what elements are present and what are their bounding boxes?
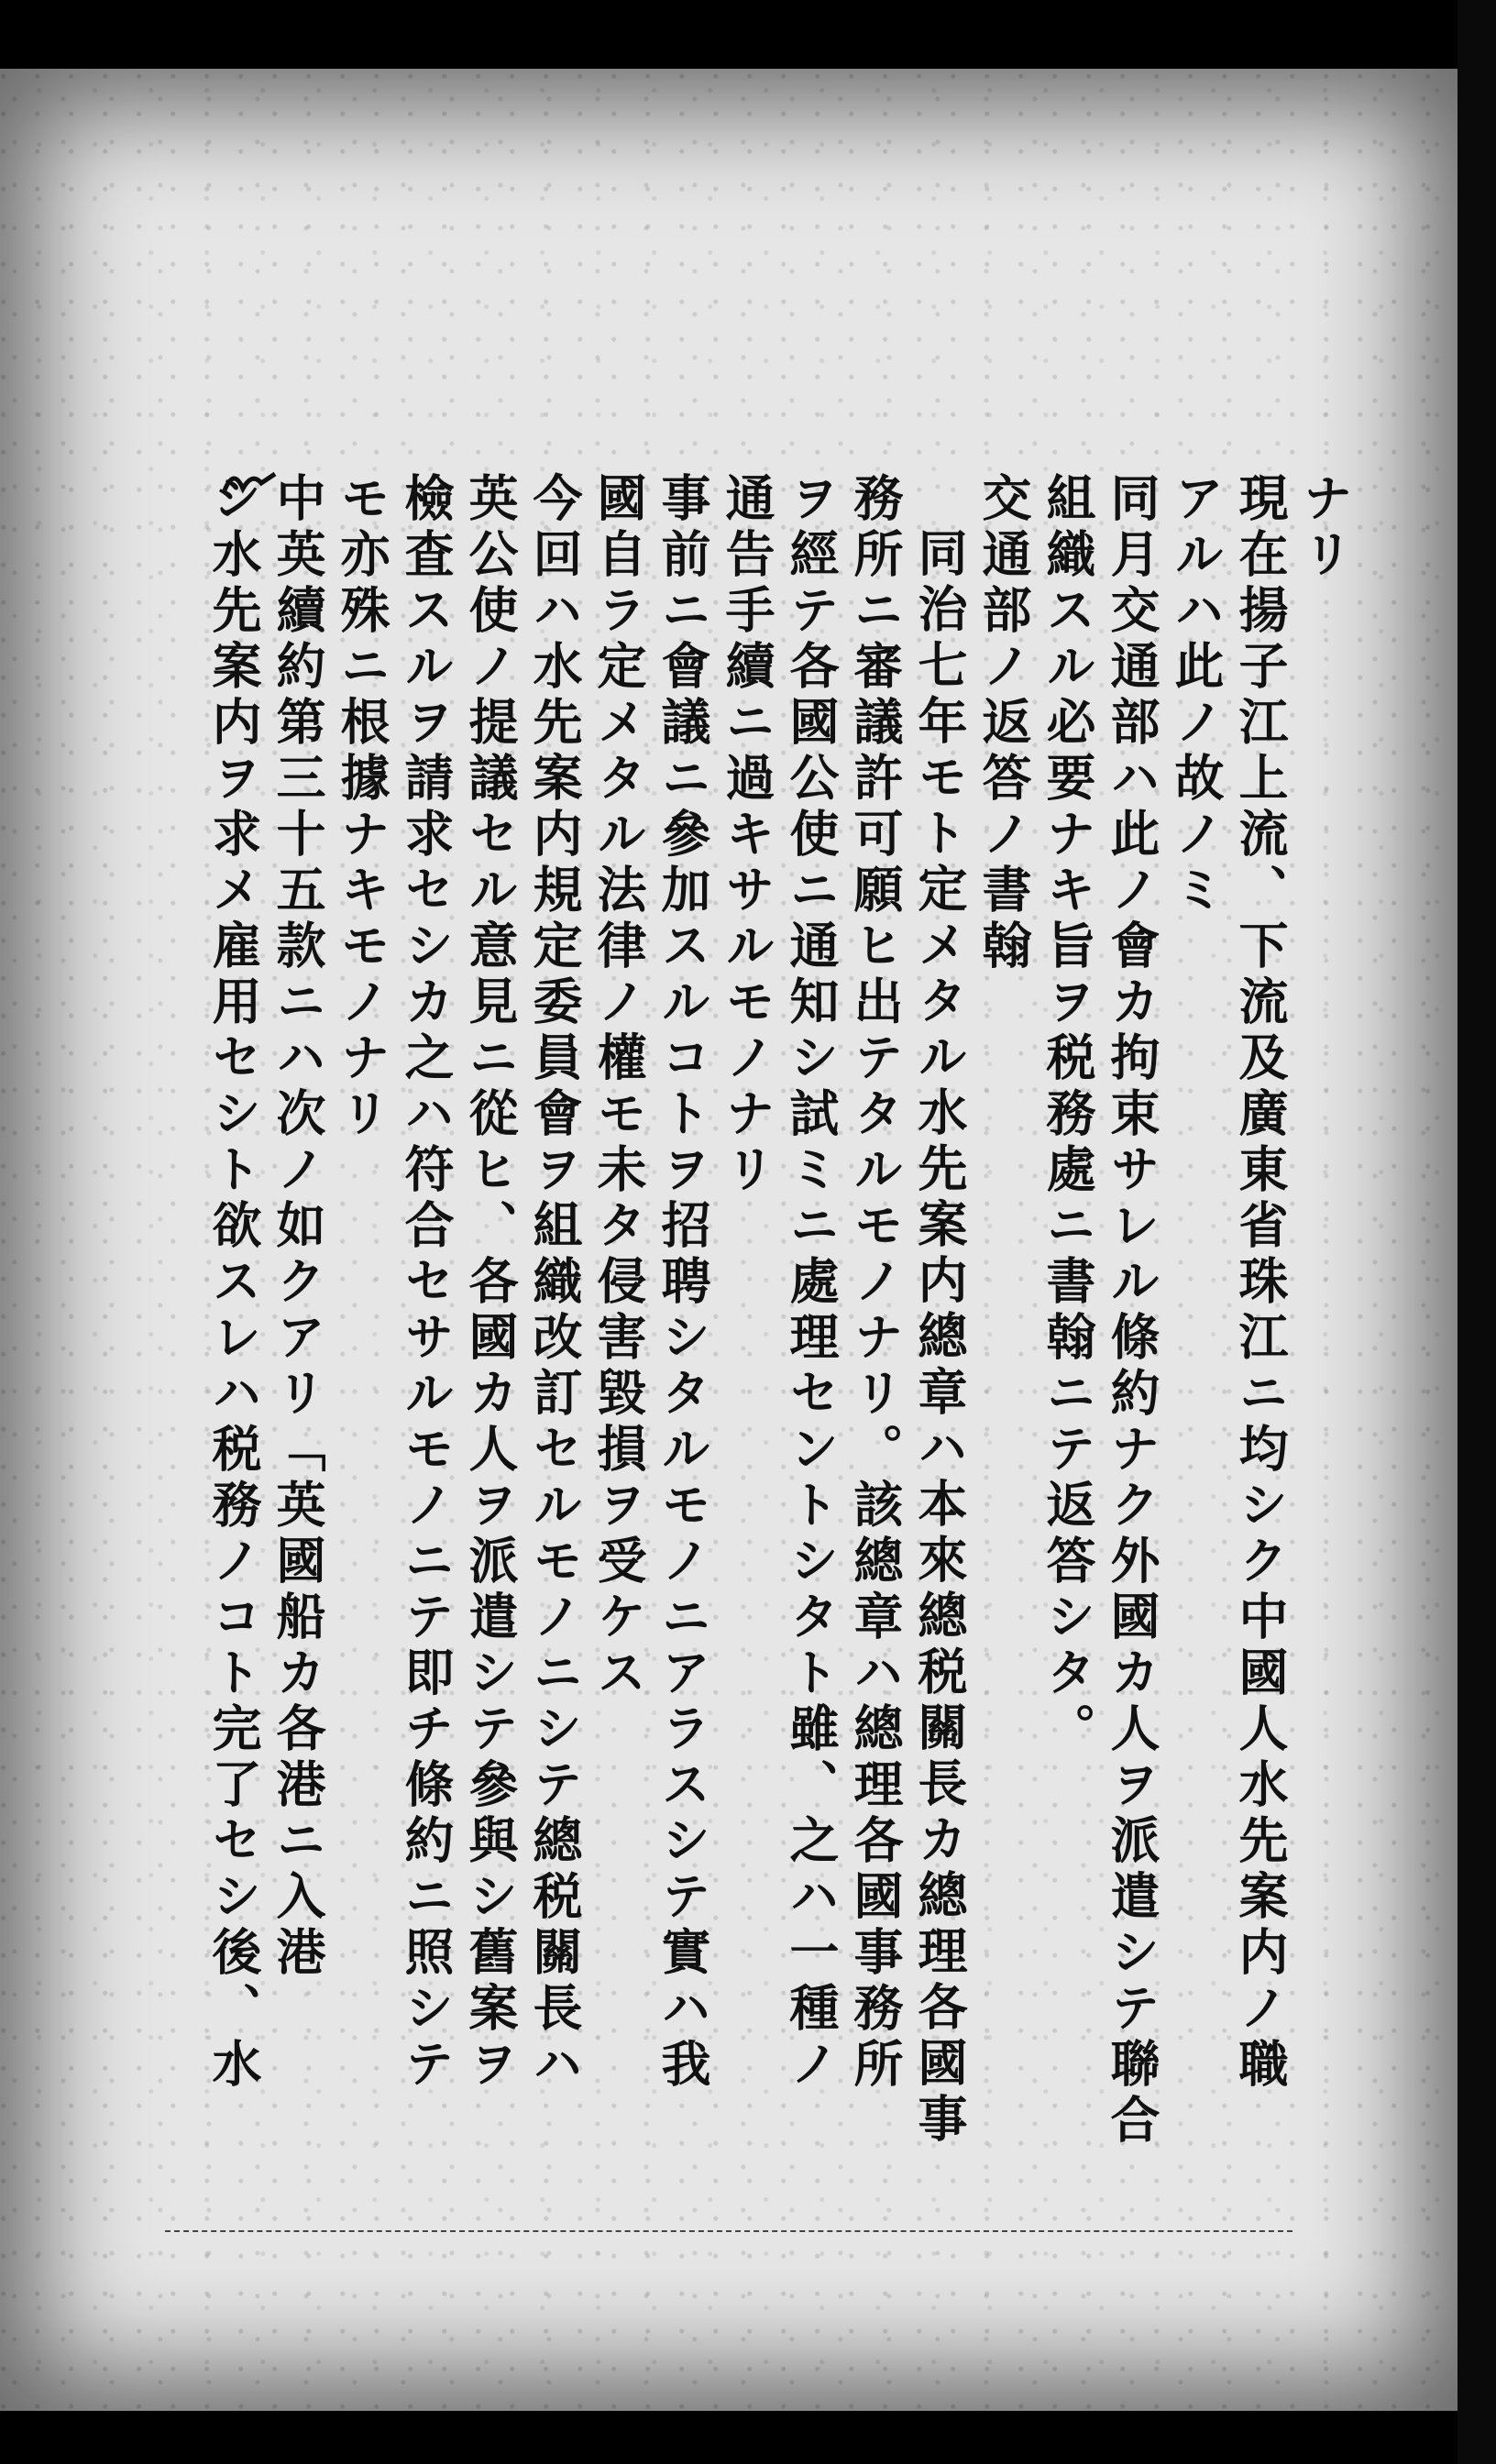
document-page [0,69,1458,2411]
text-column: 組織スル必要ナキ旨ヲ税務處ニ書翰ニテ返答シタ。 [1039,472,1097,1758]
page-edge-shadow [1458,0,1496,2464]
text-column: 同月交通部ハ此ノ會カ拘束サレル條約ナク外國カ人ヲ派遣シテ聯合 [1103,472,1161,2150]
section-heading: 交通部ノ返答ノ書翰 [974,472,1033,975]
vertical-text-body [165,472,1357,2250]
text-column: 同治七年モト定メタル水先案内總章ハ本來總税關長カ總理各國事 [910,527,969,2149]
text-column: 務所ニ審議許可願ヒ出テタルモノナリ。該總章ハ總理各國事務所 [846,472,905,2094]
text-column: 中英續約第三十五款ニハ次ノ如クアリ「英國船カ各港ニ入港 [269,472,327,1982]
text-column: 檢査スルヲ請求セシカ之ハ符合セサルモノニテ即チ條約ニ照シテ [397,472,456,2094]
text-column: 國自ラ定メタル法律ノ權モ未タ侵害毀損ヲ受ケス [589,472,648,1702]
text-column: シ水先案内ヲ求メ雇用セシト欲スレハ税務ノコト完了セシ後、水 [204,472,263,2094]
text-column: 現在揚子江上流、下流及廣東省珠江ニ均シク中國人水先案内ノ職 [1231,472,1290,2094]
text-column: 英公使ノ提議セル意見ニ從ヒ、各國カ人ヲ派遣シテ參與シ舊案ヲ [461,472,520,2094]
text-column: 今回ハ水先案内規定委員會ヲ組織改訂セルモノニシテ總税關長ハ [525,472,584,2094]
text-column: 事前ニ會議ニ參加スルコトヲ招聘シタルモノニアラスシテ實ハ我 [654,472,712,2094]
bottom-rule [165,2230,1292,2232]
text-column: 通告手續ニ過キサルモノナリ [718,472,776,1199]
text-column: ナリ [1295,472,1354,584]
text-column: アルハ此ノ故ノミ [1167,472,1226,919]
text-column: モ亦殊ニ根據ナキモノナリ [333,472,391,1143]
text-column: ヲ經テ各國公使ニ通知シ試ミニ處理セントシタト雖、之ハ一種ノ [782,472,841,2094]
